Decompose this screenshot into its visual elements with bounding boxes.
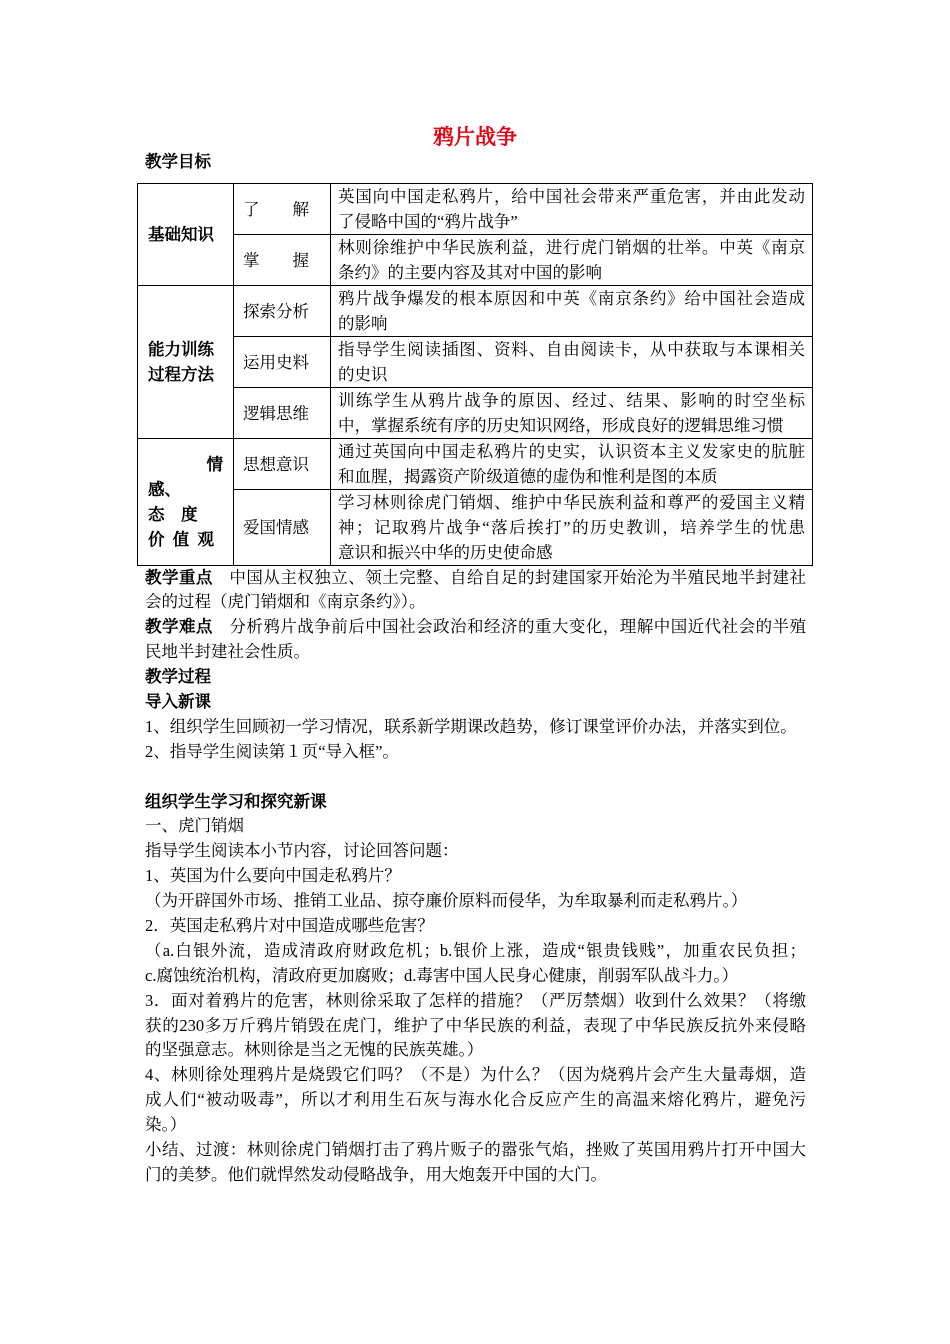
aspect-label: 爱国情感 <box>243 518 309 537</box>
table-row <box>138 490 813 566</box>
aspect-label: 探索分析 <box>243 301 309 321</box>
key-point-label: 教学重点 <box>145 567 213 587</box>
objectives-heading: 教学目标 <box>145 151 211 171</box>
text-line: 2．英国走私鸦片对中国造成哪些危害？ <box>145 915 434 935</box>
summary-paragraph <box>145 1138 806 1188</box>
description-cell <box>331 490 813 566</box>
objectives-table <box>137 183 813 566</box>
text-line: 会的过程（虎门销烟和《南京条约》）。 <box>145 592 426 612</box>
category-cell <box>138 439 234 566</box>
text-line: 染。） <box>145 1115 187 1135</box>
description-line: 中，掌握系统有序的历史知识网络，形成良好的逻辑思维习惯 <box>338 416 784 435</box>
intro-item: 2、指导学生阅读第１页“导入框”。 <box>145 741 399 761</box>
category-label: 感、 <box>148 480 181 499</box>
difficulty-text: 分析鸦片战争前后中国社会政治和经济的重大变化，理解中国近代社会的半殖 <box>229 617 807 637</box>
aspect-label: 逻辑思维 <box>243 403 309 423</box>
blank-line <box>145 765 806 790</box>
description-cell <box>331 439 813 490</box>
description-line: 指导学生阅读插图、资料、自由阅读卡，从中获取与本课相关 <box>338 340 805 359</box>
objectives-table-body <box>138 184 813 566</box>
description-line: 学习林则徐虎门销烟、维护中华民族利益和尊严的爱国主义精 <box>338 493 805 512</box>
lesson-body <box>145 566 806 1188</box>
description-cell <box>331 388 813 439</box>
key-point-text: 中国从主权独立、领土完整、自给自足的封建国家开始沦为半殖民地半封建社 <box>229 567 807 587</box>
category-label: 态 度 <box>148 505 198 524</box>
key-point-paragraph <box>145 566 806 616</box>
answer-paragraph <box>145 889 806 914</box>
table-row <box>138 184 813 235</box>
table-row <box>138 388 813 439</box>
table-row <box>138 286 813 337</box>
description-line: 的影响 <box>338 314 388 333</box>
description-line: 鸦片战争爆发的根本原因和中英《南京条约》给中国社会造成 <box>338 289 805 308</box>
category-label: 价 值 观 <box>148 530 214 549</box>
process-heading: 教学过程 <box>145 667 211 687</box>
question-paragraph <box>145 989 806 1064</box>
text-line: 小结、过渡：林则徐虎门销烟打击了鸦片贩子的嚣张气焰，挫败了英国用鸦片打开中国大 <box>145 1139 806 1159</box>
text-line: c.腐蚀统治机构，清政府更加腐败；d.毒害中国人民身心健康，削弱军队战斗力。） <box>145 965 739 985</box>
description-line: 林则徐维护中华民族利益，进行虎门销烟的壮举。中英《南京 <box>338 238 805 257</box>
table-row <box>138 439 813 490</box>
aspect-label: 思想意识 <box>243 454 309 474</box>
aspect-cell <box>234 286 331 337</box>
text-line: （为开辟国外市场、推销工业品、掠夺廉价原料而侵华，为牟取暴利而走私鸦片。） <box>145 891 748 911</box>
description-cell <box>331 184 813 235</box>
description-line: 英国向中国走私鸦片，给中国社会带来严重危害，并由此发动 <box>338 187 805 206</box>
description-line: 了侵略中国的“鸦片战争” <box>338 212 518 231</box>
question-paragraph <box>145 1063 806 1138</box>
description-line: 的史识 <box>338 365 388 384</box>
question-paragraph <box>145 914 806 939</box>
text-line <box>145 566 806 591</box>
text-line: 门的美梦。他们就悍然发动侵略战争，用大炮轰开中国的大门。 <box>145 1164 607 1184</box>
aspect-cell <box>234 235 331 286</box>
category-cell <box>138 184 234 286</box>
table-row <box>138 337 813 388</box>
table-row <box>138 235 813 286</box>
category-label: 情 <box>206 455 223 474</box>
intro-heading: 导入新课 <box>145 691 211 711</box>
description-line: 意识和振兴中华的历史使命感 <box>338 543 553 562</box>
category-cell <box>138 286 234 439</box>
section-title: 一、虎门销烟 <box>145 816 244 836</box>
description-line: 和血腥，揭露资产阶级道德的虚伪和惟利是图的本质 <box>338 467 718 486</box>
intro-item: 1、组织学生回顾初一学习情况，联系新学期课改趋势，修订课堂评价办法，并落实到位。 <box>145 716 797 736</box>
new-lesson-heading: 组织学生学习和探究新课 <box>145 791 327 811</box>
difficulty-label: 教学难点 <box>145 617 213 637</box>
description-cell <box>331 337 813 388</box>
text-line <box>145 615 806 640</box>
aspect-cell <box>234 439 331 490</box>
instruction-text: 指导学生阅读本小节内容，讨论回答问题： <box>145 841 459 861</box>
text-line: 3．面对着鸦片的危害，林则徐采取了怎样的措施？（严厉禁烟）收到什么效果？（将缴 <box>145 990 806 1010</box>
category-label: 基础知识 <box>148 225 214 244</box>
description-cell <box>331 235 813 286</box>
aspect-cell <box>234 337 331 388</box>
aspect-label: 掌 握 <box>243 250 309 270</box>
description-line: 通过英国向中国走私鸦片的史实，认识资本主义发家史的肮脏 <box>338 442 805 461</box>
text-line: 获的230多万斤鸦片销毁在虎门，维护了中华民族的利益，表现了中华民族反抗外来侵略 <box>145 1015 806 1035</box>
aspect-cell <box>234 184 331 235</box>
text-line: 民地半封建社会性质。 <box>145 642 310 662</box>
aspect-label: 了 解 <box>243 199 309 219</box>
difficulty-paragraph <box>145 615 806 665</box>
category-label: 过程方法 <box>148 365 214 384</box>
text-line: 成人们“被动吸毒”，所以才利用生石灰与海水化合反应产生的高温来熔化鸦片，避免污 <box>145 1090 806 1110</box>
text-line: 1、英国为什么要向中国走私鸦片？ <box>145 866 401 886</box>
category-label: 能力训练 <box>148 340 214 359</box>
aspect-cell <box>234 490 331 566</box>
text-line: 4、林则徐处理鸦片是烧毁它们吗？（不是）为什么？（因为烧鸦片会产生大量毒烟，造 <box>145 1065 806 1085</box>
description-line: 训练学生从鸦片战争的原因、经过、结果、影响的时空坐标 <box>338 391 805 410</box>
aspect-cell <box>234 388 331 439</box>
question-paragraph <box>145 864 806 889</box>
document-title: 鸦片战争 <box>433 125 517 149</box>
description-cell <box>331 286 813 337</box>
text-line: （a.白银外流，造成清政府财政危机；b.银价上涨，造成“银贵钱贱”，加重农民负担； <box>145 940 806 960</box>
description-line: 神；记取鸦片战争“落后挨打”的历史教训，培养学生的忧患 <box>338 518 805 537</box>
description-line: 条约》的主要内容及其对中国的影响 <box>338 263 602 282</box>
answer-paragraph <box>145 939 806 989</box>
aspect-label: 运用史料 <box>243 352 309 372</box>
text-line: 的坚强意志。林则徐是当之无愧的民族英雄。） <box>145 1040 484 1060</box>
